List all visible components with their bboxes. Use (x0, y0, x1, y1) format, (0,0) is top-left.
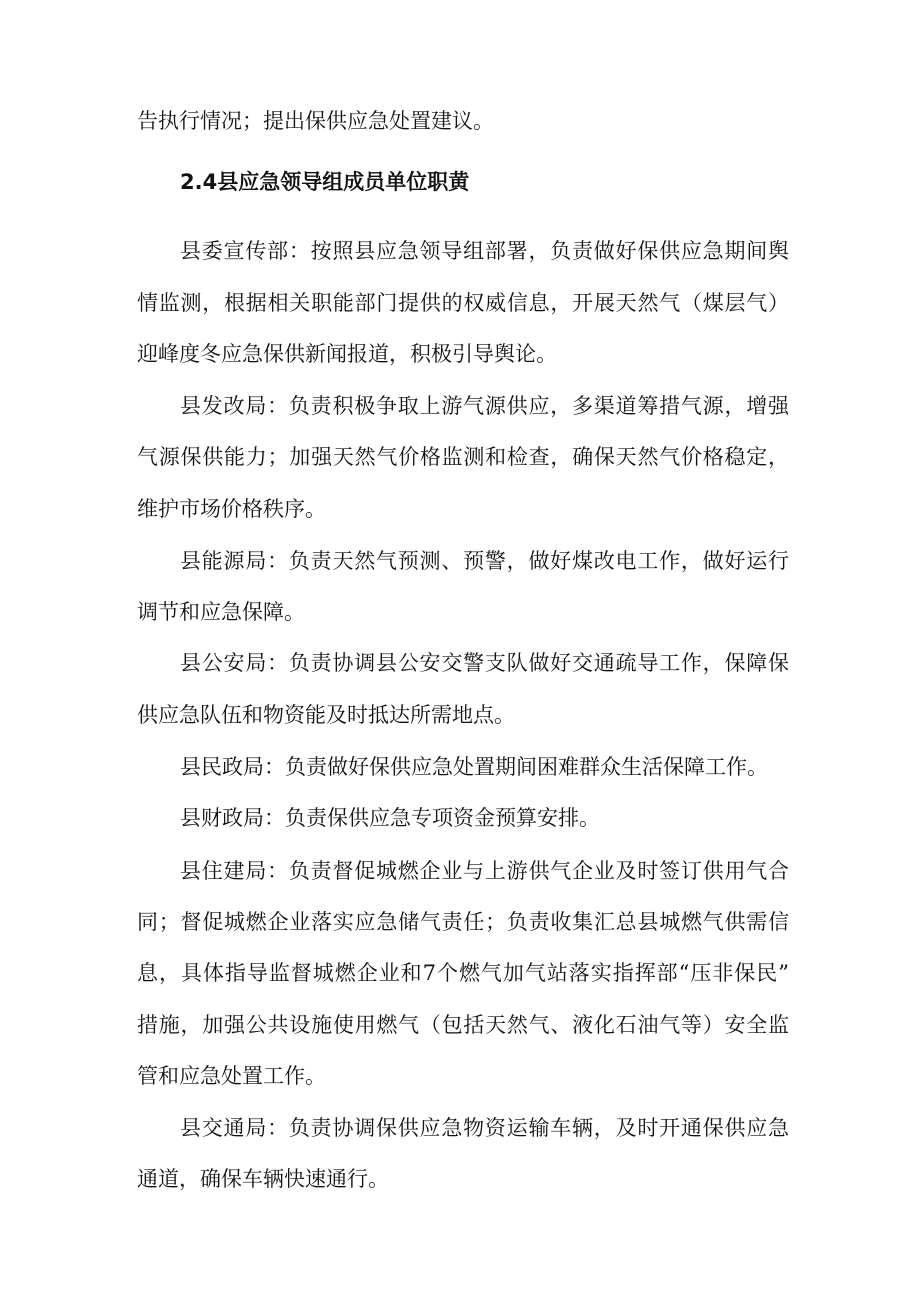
paragraph-line: 管和应急处置工作。 (137, 1064, 326, 1088)
paragraph-line: 供应急队伍和物资能及时抵达所需地点。 (137, 703, 515, 727)
paragraph-line: 调节和应急保障。 (137, 600, 305, 624)
paragraph-line: 县委宣传部：按照县应急领导组部署，负责做好保供应急期间舆 (180, 239, 789, 263)
intro-tail-line: 告执行情况；提出保供应急处置建议。 (137, 109, 494, 133)
paragraph-line: 息，具体指导监督城燃企业和7个燃气加气站落实指挥部“压非保民” (137, 961, 789, 985)
paragraph-line: 县交通局：负责协调保供应急物资运输车辆，及时开通保供应急 (180, 1116, 789, 1140)
paragraph-line: 同；督促城燃企业落实应急储气责任；负责收集汇总县城燃气供需信 (137, 910, 789, 934)
paragraph-line: 维护市场价格秩序。 (137, 497, 326, 521)
paragraph-line: 县能源局：负责天然气预测、预警，做好煤改电工作，做好运行 (180, 549, 789, 573)
paragraph-line: 县住建局：负责督促城燃企业与上游供气企业及时签订供用气合 (180, 859, 789, 883)
paragraph-line: 县公安局：负责协调县公安交警支队做好交通疏导工作，保障保 (180, 651, 789, 675)
paragraph-line: 迎峰度冬应急保供新闻报道，积极引导舆论。 (137, 342, 557, 366)
paragraph-line: 情监测，根据相关职能部门提供的权威信息，开展天然气（煤层气） (137, 291, 789, 315)
paragraph-line: 县财政局：负责保供应急专项资金预算安排。 (180, 806, 600, 830)
paragraph-line: 措施，加强公共设施使用燃气（包括天然气、液化石油气等）安全监 (137, 1013, 789, 1037)
paragraph-line: 县民政局：负责做好保供应急处置期间困难群众生活保障工作。 (180, 755, 768, 779)
paragraph-line: 气源保供能力；加强天然气价格监测和检查，确保天然气价格稳定， (137, 445, 789, 469)
paragraph-line: 通道，确保车辆快速通行。 (137, 1167, 389, 1191)
paragraph-line: 县发改局：负责积极争取上游气源供应，多渠道筹措气源，增强 (180, 394, 789, 418)
section-heading: 2.4县应急领导组成员单位职黄 (180, 170, 470, 194)
